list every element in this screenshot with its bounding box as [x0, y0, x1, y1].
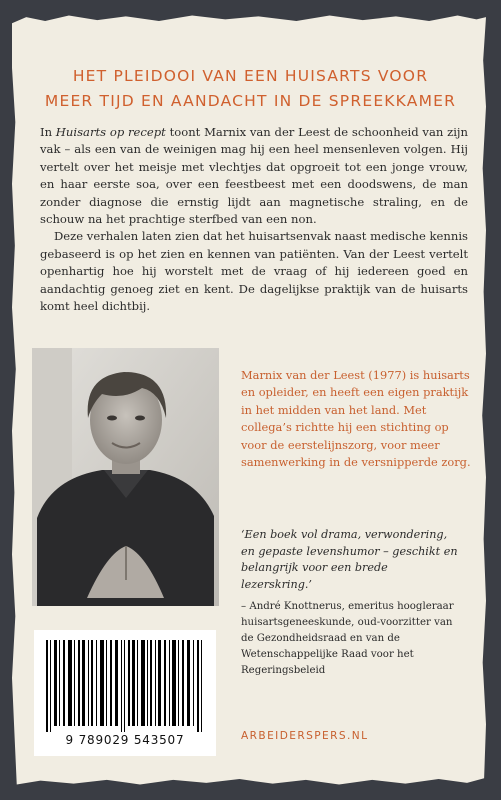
- book-title: Huisarts op recept: [55, 125, 166, 139]
- blurb-paragraph-1: [40, 124, 468, 228]
- author-bio: Marnix van der Leest (1977) is huisarts en opleider, en heeft een eigen praktijk in het midden van het land. Met collega’s richtte hij een stichting op voor de eerstelijnszorg, voor meer samenwerking in de versnipperde zorg.: [241, 368, 471, 470]
- barcode: [34, 630, 216, 756]
- barcode-bars: [44, 640, 204, 732]
- blurb-prefix: In: [40, 125, 56, 139]
- isbn-number: 9 789029 543507: [65, 733, 185, 747]
- quote-attribution: – André Knottnerus, emeritus hoogleraar huisartsgeneeskunde, oud-voorzitter van de Gezondheidsraad en van de Wetenschappelijke Raad voor het Regeringsbeleid: [241, 601, 454, 676]
- quote-text: ‘Een boek vol drama, verwondering, en gepaste levenshumor – geschikt en belangrijk voor een brede lezerskring.’: [241, 528, 458, 591]
- blurb-paragraph-1-text: toont Marnix van der Leest de schoonheid van zijn vak – als een van de weinigen mag hij een heel mensenleven volgen. Hij vertelt over het meisje met vlechtjes dat opgroeit tot een jonge vrouw, en haar eerste soa, over een feestbeest met een doodswens, de man zonder diagnose die ernstig lijdt aan magnetische straling, en de schouw na het prachtige sterfbed van een non.: [40, 125, 468, 227]
- author-photo: [32, 348, 219, 606]
- publisher-url: ARBEIDERSPERS.NL: [241, 730, 369, 742]
- blurb: [40, 124, 468, 315]
- cover-headline: [40, 64, 461, 114]
- blurb-paragraph-2: Deze verhalen laten zien dat het huisartsenvak naast medische kennis gebaseerd is op het zien en kennen van patiënten. Van der Leest vertelt openhartig hoe hij worstelt met de vraag of hij iedereen goed en aandachtig genoeg ziet en kent. De dagelijkse praktijk van de huisarts komt heel dichtbij.: [40, 229, 468, 314]
- headline-line-1: HET PLEIDOOI VAN EEN HUISARTS VOOR: [72, 67, 429, 85]
- headline-line-2: MEER TIJD EN AANDACHT IN DE SPREEKKAMER: [44, 92, 457, 110]
- review-quote: [241, 527, 461, 678]
